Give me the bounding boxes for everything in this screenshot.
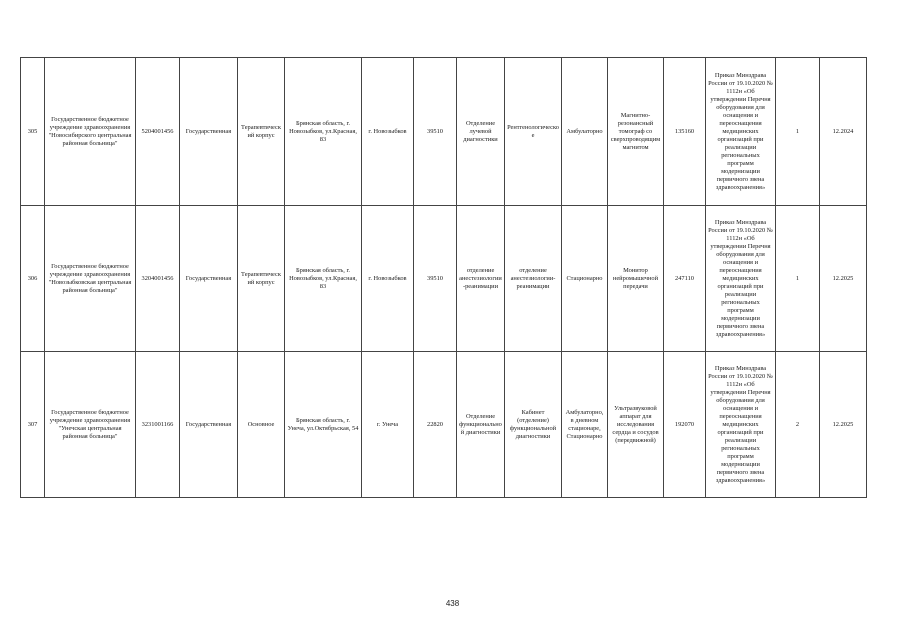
cell-organization: Государственное бюджетное учреждение здравоохранения "Унечская центральная районная больница" xyxy=(45,352,136,498)
cell-care-type: Амбулаторно xyxy=(562,58,608,206)
cell-organization: Государственное бюджетное учреждение здравоохранения "Новосибирского центральная районная больница" xyxy=(45,58,136,206)
cell-number: 306 xyxy=(21,206,45,352)
cell-number: 305 xyxy=(21,58,45,206)
table-row xyxy=(21,352,867,498)
cell-nkmi-code: 192070 xyxy=(664,352,706,498)
cell-address: Брянская область, г. Новозыбков, ул.Красная, 83 xyxy=(285,206,362,352)
cell-postcode: 39510 xyxy=(414,206,457,352)
table-row xyxy=(21,206,867,352)
cell-building: Основное xyxy=(238,352,285,498)
cell-address: Брянская область, г. Новозыбков, ул.Красная, 83 xyxy=(285,58,362,206)
cell-postcode: 22820 xyxy=(414,352,457,498)
cell-code: 3204001456 xyxy=(136,206,180,352)
cell-care-type: Амбулаторно, в дневном стационаре, Стационарно xyxy=(562,352,608,498)
cell-date: 12.2025 xyxy=(820,206,867,352)
cell-number: 307 xyxy=(21,352,45,498)
cell-nkmi-code: 247110 xyxy=(664,206,706,352)
cell-organization: Государственное бюджетное учреждение здравоохранения "Новозыбковская центральная районная больница" xyxy=(45,206,136,352)
cell-room: Рентгенологическое xyxy=(505,58,562,206)
cell-city: г. Новозыбков xyxy=(362,58,414,206)
cell-quantity: 1 xyxy=(776,58,820,206)
equipment-table xyxy=(20,57,867,498)
cell-order: Приказ Минздрава России от 19.10.2020 № 1112н «Об утверждении Перечня оборудования для оснащения и переоснащения медицинских организаций при реализации региональных программ модернизации первичного звена здравоохранения» xyxy=(706,58,776,206)
cell-city: г. Новозыбков xyxy=(362,206,414,352)
cell-quantity: 2 xyxy=(776,352,820,498)
cell-building: Терапевтический корпус xyxy=(238,206,285,352)
cell-room: Кабинет (отделение) функциональной диагностики xyxy=(505,352,562,498)
cell-building: Терапевтический корпус xyxy=(238,58,285,206)
cell-department: отделение анестезиологии-реанимации xyxy=(457,206,505,352)
cell-code: 5204001456 xyxy=(136,58,180,206)
cell-ownership: Государственная xyxy=(180,206,238,352)
cell-date: 12.2025 xyxy=(820,352,867,498)
cell-department: Отделение лучевой диагностики xyxy=(457,58,505,206)
cell-care-type: Стационарно xyxy=(562,206,608,352)
cell-order: Приказ Минздрава России от 19.10.2020 № 1112н «Об утверждении Перечня оборудования для оснащения и переоснащения медицинских организаций при реализации региональных программ модернизации первичного звена здравоохранения» xyxy=(706,352,776,498)
table-row xyxy=(21,58,867,206)
cell-ownership: Государственная xyxy=(180,352,238,498)
cell-code: 3231001166 xyxy=(136,352,180,498)
cell-room: отделение анестезиологии-реанимации xyxy=(505,206,562,352)
page-number: 438 xyxy=(445,599,460,608)
cell-quantity: 1 xyxy=(776,206,820,352)
cell-order: Приказ Минздрава России от 19.10.2020 № 1112н «Об утверждении Перечня оборудования для оснащения и переоснащения медицинских организаций при реализации региональных программ модернизации первичного звена здравоохранения» xyxy=(706,206,776,352)
cell-equipment: Ультразвуковой аппарат для исследования сердца и сосудов (передвижной) xyxy=(608,352,664,498)
cell-postcode: 39510 xyxy=(414,58,457,206)
cell-department: Отделение функциональной диагностики xyxy=(457,352,505,498)
cell-equipment: Магнитно-резонансный томограф со сверхпроводящим магнитом xyxy=(608,58,664,206)
cell-date: 12.2024 xyxy=(820,58,867,206)
cell-nkmi-code: 135160 xyxy=(664,58,706,206)
cell-ownership: Государственная xyxy=(180,58,238,206)
cell-city: г. Унеча xyxy=(362,352,414,498)
cell-address: Брянская область, г. Унеча, ул.Октябрьская, 54 xyxy=(285,352,362,498)
cell-equipment: Монитор нейромышечной передачи xyxy=(608,206,664,352)
